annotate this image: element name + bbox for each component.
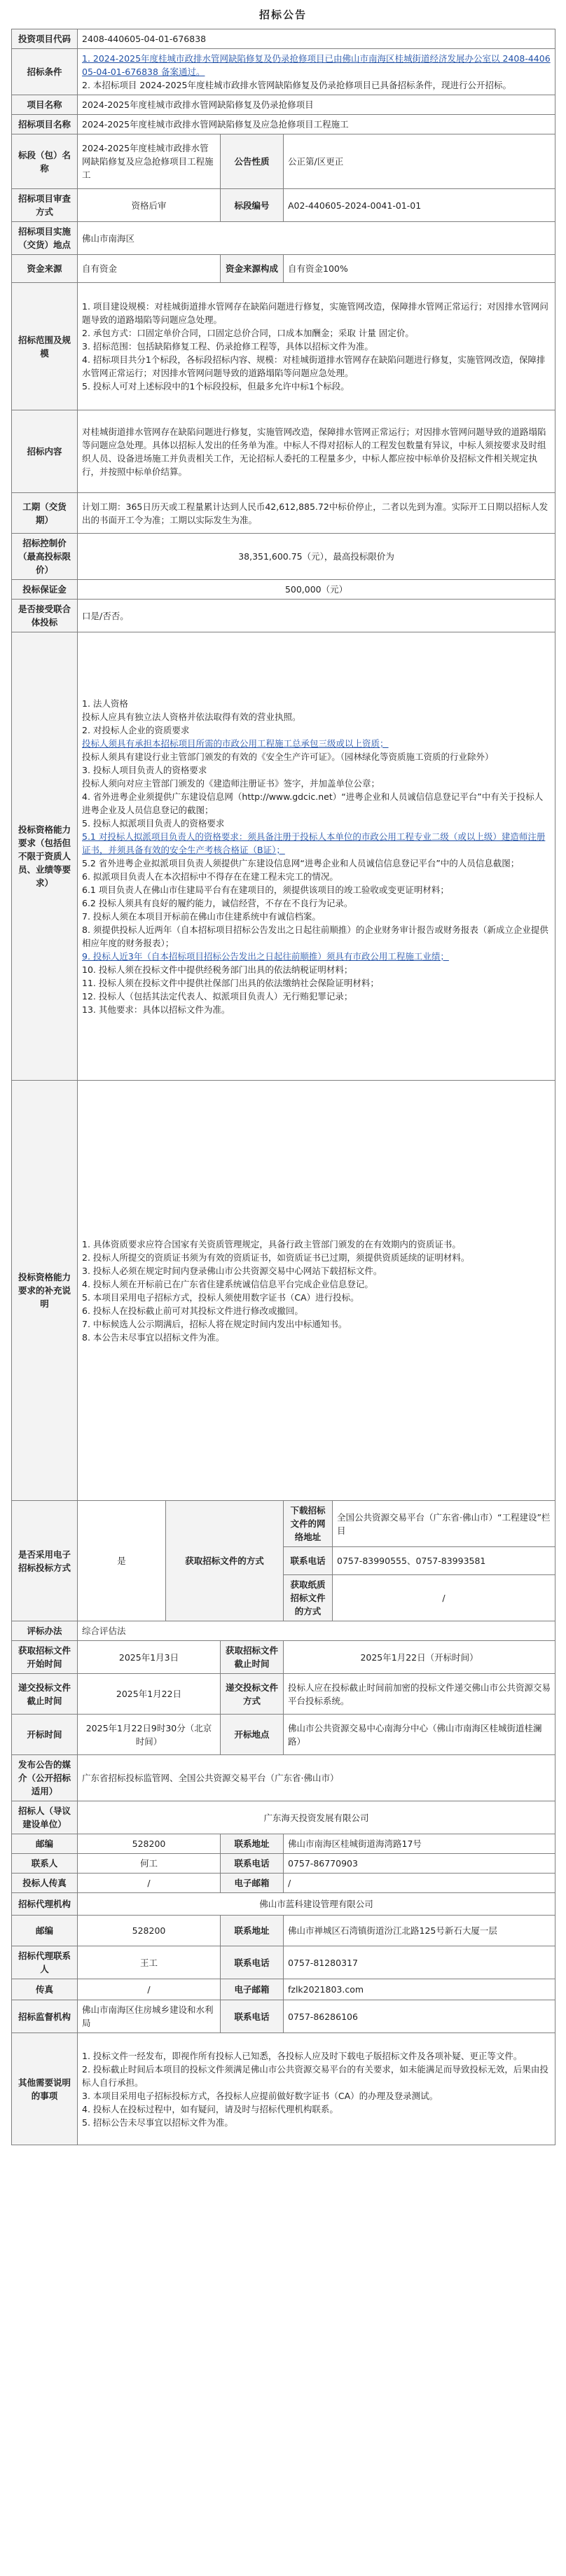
label-agency-email: 电子邮箱	[221, 1979, 284, 2000]
qualification-line: 12. 投标人（包括其法定代表人、拟派项目负责人）无行贿犯罪记录；	[82, 990, 353, 1002]
label-supervision-phone: 联系电话	[221, 2000, 284, 2033]
scope-line: 5. 投标人可对上述标段中的1个标段投标，但最多允许中标1个标段。	[82, 381, 350, 392]
label-funding: 资金来源	[12, 255, 78, 283]
project-code: 2408-440605-04-01-676838	[78, 29, 555, 49]
qualification-line: 投标人须向对应主管部门颁发的《建造师注册证书》签字，并加盖单位公章；	[82, 777, 380, 789]
label-consortium: 是否接受联合体投标	[12, 600, 78, 632]
qualification-line: 投标人须具有承担本招标项目所需的市政公用工程施工总承包三级或以上资质；	[82, 738, 389, 749]
label-agency-phone: 联系电话	[221, 1946, 284, 1979]
open-place: 佛山市公共资源交易中心南海分中心（佛山市南海区桂城街道桂澜路）	[284, 1715, 555, 1755]
label-tenderer-phone: 联系电话	[221, 1854, 284, 1874]
funding-source: 自有资金	[78, 255, 221, 283]
supervision-phone: 0757-86286106	[284, 2000, 555, 2033]
funding-ratio: 自有资金100%	[284, 255, 555, 283]
label-eval-method: 评标办法	[12, 1621, 78, 1641]
label-agency: 招标代理机构	[12, 1893, 78, 1916]
scope-line: 1. 项目建设规模：对桂城街道排水管网存在缺陷问题进行修复，实施管网改造，保障排水管网正常运行；对因排水管网问题导致的道路塌陷等问题应急处理。	[82, 301, 548, 325]
label-agency-contact: 招标代理联系人	[12, 1946, 78, 1979]
qualification-line: 6.1 项目负责人在佛山市住建局平台有在建项目的，须提供该项目的竣工验收或变更证明材料；	[82, 884, 449, 895]
label-notes: 投标资格能力要求的补充说明	[12, 1081, 78, 1501]
label-tenderer-addr: 联系地址	[221, 1834, 284, 1854]
note-line: 5. 本项目采用电子招标方式，投标人须使用数字证书（CA）进行投标。	[82, 1292, 359, 1303]
scope-line: 2. 承包方式：口固定单价合同，口固定总价合同，口成本加酬金；采取 计量 固定价。	[82, 328, 414, 338]
scope-line: 3. 招标范围：包括缺陷修复工程、仍录抢修工程等，具体以招标文件为准。	[82, 341, 373, 352]
period-text: 计划工期：365日历天或工程量累计达到人民币42,612,885.72中标价停止，二者以先到为准。实际开工日期以招标人发出的书面开工令为准；工期以实际发生为准。	[78, 493, 555, 534]
label-open-place: 开标地点	[221, 1715, 284, 1755]
label-review: 招标项目审查方式	[12, 189, 78, 222]
label-electronic: 是否采用电子招标投标方式	[12, 1501, 78, 1621]
media-value: 广东省招标投标监管网、全国公共资源交易平台（广东省·佛山市）	[78, 1755, 555, 1801]
tenderer-post: 528200	[78, 1834, 221, 1854]
note-line: 1. 具体资质要求应符合国家有关资质管理规定，具备行政主管部门颁发的在有效期内的资质证书。	[82, 1238, 461, 1249]
label-download-url: 下载招标文件的网络地址	[284, 1501, 333, 1547]
other-line: 5. 招标公告未尽事宜以招标文件为准。	[82, 2117, 233, 2128]
other-line: 1. 投标文件一经发布，即视作所有投标人已知悉，各投标人应及时下载电子版招标文件及各项补疑、更正等文件。	[82, 2050, 523, 2061]
other-line: 3. 本项目采用电子招标投标方式，各投标人应提前做好数字证书（CA）的办理及登录测试。	[82, 2090, 439, 2101]
submit-method: 投标人应在投标截止时间前加密的投标文件递交佛山市公共资源交易平台投标系统。	[284, 1674, 555, 1715]
agency-phone: 0757-81280317	[284, 1946, 555, 1979]
agency-name: 佛山市蓝科建设管理有限公司	[78, 1893, 555, 1916]
submit-deadline: 2025年1月22日	[78, 1674, 221, 1715]
deposit-value: 500,000（元）	[78, 580, 555, 600]
label-get-end: 获取招标文件截止时间	[221, 1641, 284, 1674]
qualification-line: 6.2 投标人须具有良好的履约能力，诚信经营，不存在不良行为记录。	[82, 897, 353, 908]
other-line: 2. 投标截止时间后本项目的投标文件须满足佛山市公共资源交易平台的有关要求，如未能满足而导致投标无效，后果由投标人自行承担。	[82, 2063, 548, 2088]
label-supervision: 招标监督机构	[12, 2000, 78, 2033]
location: 佛山市南海区	[78, 222, 555, 255]
qualification-line: 13. 其他要求：具体以招标文件为准。	[82, 1004, 230, 1015]
note-line: 4. 投标人须在开标前已在广东省住建系统诚信信息平台完成企业信息登记。	[82, 1278, 373, 1289]
note-line: 3. 投标人必须在规定时间内登录佛山市公共资源交易中心网站下载招标文件。	[82, 1265, 382, 1276]
project-name: 2024-2025年度桂城市政排水管网缺陷修复及仍录抢修项目	[78, 95, 555, 115]
label-tender-name: 招标项目名称	[12, 115, 78, 134]
conditions-text	[78, 49, 555, 95]
label-control-price: 招标控制价（最高投标限价）	[12, 534, 78, 580]
label-qualification: 投标资格能力要求（包括但不限于资质人员、业绩等要求）	[12, 632, 78, 1081]
label-tenderer-contact: 联系人	[12, 1854, 78, 1874]
label-content: 招标内容	[12, 410, 78, 493]
page-title: 招标公告	[258, 8, 307, 21]
label-project-name: 项目名称	[12, 95, 78, 115]
label-tenderer: 招标人（导议建设单位）	[12, 1801, 78, 1834]
tenderer-name: 广东海天投资发展有限公司	[78, 1801, 555, 1834]
label-location: 招标项目实施（交货）地点	[12, 222, 78, 255]
qualification-line: 2. 对投标人企业的资质要求	[82, 724, 190, 735]
tenderer-addr: 佛山市南海区桂城街道海湾路17号	[284, 1834, 555, 1854]
label-doc-method: 获取招标文件的方式	[166, 1501, 284, 1621]
qualification-line: 5.1 对投标人拟派项目负责人的资格要求：须具备注册于投标人本单位的市政公用工程专业二级（或以上级）建造师注册证书，并须具备有效的安全生产考核合格证（B证）；	[82, 831, 546, 855]
announcement-page	[11, 0, 555, 2145]
tender-name: 2024-2025年度桂城市政排水管网缺陷修复及应急抢修项目工程施工	[78, 115, 555, 134]
eval-method: 综合评估法	[78, 1621, 555, 1641]
agency-post: 528200	[78, 1916, 221, 1946]
supervision-name: 佛山市南海区住房城乡建设和水利局	[78, 2000, 221, 2033]
qualification-text	[78, 632, 555, 1081]
qualification-line: 7. 投标人须在本项目开标前在佛山市住建系统中有诚信档案。	[82, 910, 321, 922]
label-agency-post: 邮编	[12, 1916, 78, 1946]
label-period: 工期（交货期）	[12, 493, 78, 534]
qualification-line: 5. 投标人拟派项目负责人的资格要求	[82, 817, 225, 829]
control-price: 38,351,600.75（元），最高投标限价为	[78, 534, 555, 580]
label-agency-addr: 联系地址	[221, 1916, 284, 1946]
tenderer-fax: /	[78, 1874, 221, 1893]
consortium-value: 口是/否否。	[78, 600, 555, 632]
qualification-line: 投标人应具有独立法人资格并依法取得有效的营业执照。	[82, 711, 301, 722]
note-line: 7. 中标候选人公示期满后，招标人将在规定时间内发出中标通知书。	[82, 1318, 347, 1329]
label-tenderer-email: 电子邮箱	[221, 1874, 284, 1893]
other-line: 4. 投标人在投标过程中，如有疑问，请及时与招标代理机构联系。	[82, 2103, 338, 2114]
label-paper-method: 获取纸质招标文件的方式	[284, 1575, 333, 1621]
agency-contact: 王工	[78, 1946, 221, 1979]
label-scope: 招标范围及规模	[12, 283, 78, 410]
qualification-line: 11. 投标人须在投标文件中提供社保部门出具的依法缴纳社会保险证明材料；	[82, 977, 379, 988]
label-conditions: 招标条件	[12, 49, 78, 95]
label-get-start: 获取招标文件开始时间	[12, 1641, 78, 1674]
qualification-line: 5.2 省外进粤企业拟派项目负责人须提供广东建设信息网“进粤企业和人员诚信信息登记平台”中的人员信息截图；	[82, 857, 520, 868]
content-text: 对桂城街道排水管网存在缺陷问题进行修复，实施管网改造，保障排水管网正常运行；对因排水管网问题导致的道路塌陷等问题应急处理。具体以招标人发出的任务单为准。中标人不得对招标人的工程发包数量有异议，中标人须按要求及时组织人员、设备进场施工并负责相关工作，无论招标人委托的工程量多少，中标人都应按中标单价及招标文件相关规定执行，并按照中标单价结算。	[78, 410, 555, 493]
qualification-line: 4. 省外进粤企业须提供广东建设信息网（http://www.gdcic.net）“进粤企业和人员诚信信息登记平台”中有关于投标人进粤企业及人员信息登记的截图；	[82, 791, 544, 815]
condition-line: 1. 2024-2025年度桂城市政排水管网缺陷修复及仍录抢修项目已由佛山市南海区桂城街道经济发展办公室以 2408-440605-04-01-676838 备案通过。	[82, 53, 551, 77]
label-funding-ratio: 资金来源构成	[221, 255, 284, 283]
paper-method: /	[333, 1575, 555, 1621]
label-notice-nature: 公告性质	[221, 134, 284, 189]
notes-text	[78, 1081, 555, 1501]
section-name: 2024-2025年度桂城市政排水管网缺陷修复及应急抢修项目工程施工	[78, 134, 221, 189]
label-project-code: 投资项目代码	[12, 29, 78, 49]
qualification-line: 投标人须具有建设行业主管部门颁发的有效的《安全生产许可证》。（园林绿化等资质施工资质的行业除外）	[82, 751, 494, 762]
get-end: 2025年1月22日（开标时间）	[284, 1641, 555, 1674]
qualification-line: 8. 须提供投标人近两年（自本招标项目招标公告发出之日起往前顺推）的企业财务审计报告或财务报表（新成立企业提供相应年度的财务报表）；	[82, 924, 548, 948]
announcement-table	[11, 29, 555, 2145]
tenderer-phone: 0757-86770903	[284, 1854, 555, 1874]
qualification-line: 6. 拟派项目负责人在本次招标中不得存在在建工程未完工的情况。	[82, 871, 338, 882]
other-text	[78, 2033, 555, 2145]
tenderer-contact: 何工	[78, 1854, 221, 1874]
label-media: 发布公告的媒介（公开招标适用）	[12, 1755, 78, 1801]
note-line: 8. 本公告未尽事宜以招标文件为准。	[82, 1331, 225, 1343]
label-tenderer-fax: 投标人传真	[12, 1874, 78, 1893]
section-code: A02-440605-2024-0041-01-01	[284, 189, 555, 222]
agency-addr: 佛山市禅城区石湾镇街道汾江北路125号新石大厦一层	[284, 1916, 555, 1946]
notice-nature: 公正第/区更正	[284, 134, 555, 189]
scope-text	[78, 283, 555, 410]
label-electronic-phone: 联系电话	[284, 1547, 333, 1575]
qualification-line: 3. 投标人项目负责人的资格要求	[82, 764, 207, 775]
label-submit-method: 递交投标文件方式	[221, 1674, 284, 1715]
qualification-line: 9. 投标人近3年（自本招标项目招标公告发出之日起往前顺推）须具有市政公用工程施工业绩；	[82, 950, 449, 962]
condition-line: 2. 本招标项目 2024-2025年度桂城市政排水管网缺陷修复及仍录抢修项目已具备招标条件，现进行公开招标。	[82, 80, 512, 90]
note-line: 2. 投标人所提交的资质证书须为有效的资质证书，如资质证书已过期，须提供资质延续的证明材料。	[82, 1252, 470, 1263]
agency-email[interactable]: fzlk2021803.com	[284, 1979, 555, 2000]
electronic-phone: 0757-83990555、0757-83993581	[333, 1547, 555, 1575]
review-method: 资格后审	[78, 189, 221, 222]
note-line: 6. 投标人在投标截止前可对其投标文件进行修改或撤回。	[82, 1305, 303, 1316]
agency-fax: /	[78, 1979, 221, 2000]
open-time: 2025年1月22日9时30分（北京时间）	[78, 1715, 221, 1755]
label-deposit: 投标保证金	[12, 580, 78, 600]
qualification-line: 1. 法人资格	[82, 698, 128, 709]
label-other: 其他需要说明的事项	[12, 2033, 78, 2145]
scope-line: 4. 招标项目共分1个标段，各标段招标内容、规模：对桂城街道排水管网存在缺陷问题进行修复，实施管网改造，保障排水管网正常运行；对因排水管网问题导致的道路塌陷等问题应急处理。	[82, 354, 546, 378]
download-url[interactable]: 全国公共资源交易平台（广东省·佛山市）“工程建设”栏目	[333, 1501, 555, 1547]
label-section-code: 标段编号	[221, 189, 284, 222]
label-open-time: 开标时间	[12, 1715, 78, 1755]
electronic-value: 是	[78, 1501, 166, 1621]
qualification-line: 10. 投标人须在投标文件中提供经税务部门出具的依法纳税证明材料；	[82, 964, 353, 975]
tenderer-email: /	[284, 1874, 555, 1893]
label-tenderer-post: 邮编	[12, 1834, 78, 1854]
label-agency-fax: 传真	[12, 1979, 78, 2000]
label-section: 标段（包）名称	[12, 134, 78, 189]
get-start: 2025年1月3日	[78, 1641, 221, 1674]
label-submit-deadline: 递交投标文件截止时间	[12, 1674, 78, 1715]
